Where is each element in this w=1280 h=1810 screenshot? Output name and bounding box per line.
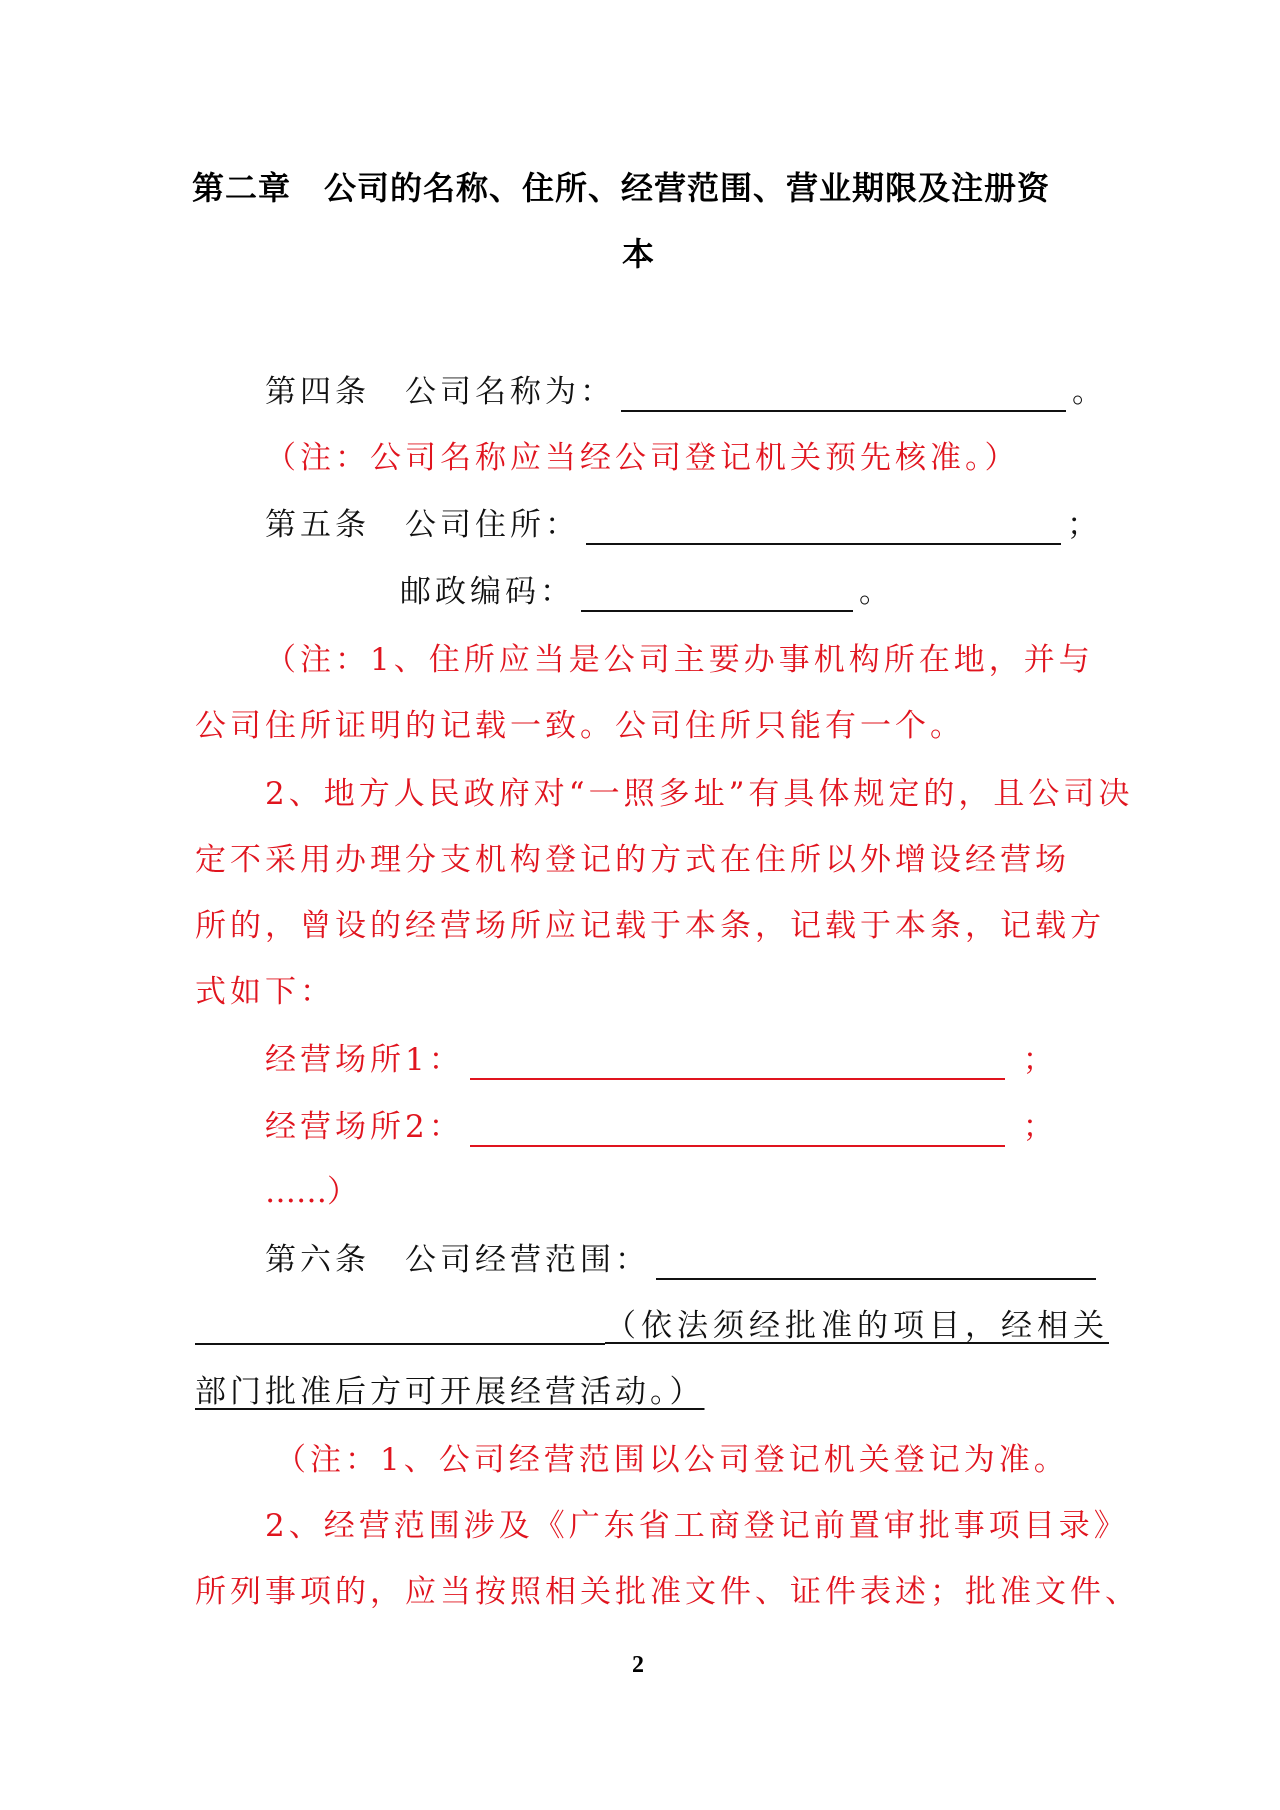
company-address-blank[interactable] bbox=[586, 509, 1061, 545]
article4-line bbox=[265, 372, 1107, 412]
business-site-2 bbox=[265, 1107, 1058, 1147]
business-site-2-blank[interactable] bbox=[470, 1111, 1005, 1147]
article6-approval-line1: （依法须经批准的项目，经相关 bbox=[605, 1308, 1109, 1344]
article5-end: ； bbox=[1067, 507, 1102, 543]
article5-note2-line1: 2、地方人民政府对“一照多址”有具体规定的，且公司决 bbox=[265, 776, 1134, 812]
article6-line bbox=[265, 1240, 1102, 1280]
article6-label: 第六条 公司经营范围： bbox=[265, 1242, 650, 1278]
article5-note2-line3: 所的，曾设的经营场所应记载于本条，记载于本条，记载方 bbox=[195, 908, 1105, 944]
article4-label: 第四条 公司名称为： bbox=[265, 374, 615, 410]
business-site-ellipsis: ……） bbox=[265, 1174, 358, 1210]
article5-line bbox=[265, 505, 1102, 545]
article4-end: 。 bbox=[1072, 374, 1107, 410]
postcode-label: 邮政编码： bbox=[400, 574, 575, 610]
article6-note2-line2: 所列事项的，应当按照相关批准文件、证件表述；批准文件、 bbox=[195, 1574, 1140, 1610]
business-site-1-label: 经营场所1： bbox=[265, 1042, 464, 1078]
business-site-1-end: ； bbox=[1022, 1042, 1058, 1078]
business-scope-blank[interactable] bbox=[656, 1244, 1096, 1280]
postcode-line bbox=[400, 572, 894, 612]
article5-label: 第五条 公司住所： bbox=[265, 507, 580, 543]
business-site-1-blank[interactable] bbox=[470, 1044, 1005, 1080]
article6-note2-line1: 2、经营范围涉及《广东省工商登记前置审批事项目录》 bbox=[265, 1508, 1129, 1544]
company-name-blank[interactable] bbox=[621, 376, 1066, 412]
business-site-2-end: ； bbox=[1022, 1109, 1058, 1145]
article5-note1-line2: 公司住所证明的记载一致。公司住所只能有一个。 bbox=[195, 708, 965, 744]
article5-note2-line2: 定不采用办理分支机构登记的方式在住所以外增设经营场 bbox=[195, 842, 1070, 878]
chapter-title-line1: 第二章 公司的名称、住所、经营范围、营业期限及注册资 bbox=[192, 169, 1051, 207]
article6-note1: （注：1、公司经营范围以公司登记机关登记为准。 bbox=[275, 1442, 1069, 1478]
article5-note2-line4: 式如下： bbox=[195, 974, 335, 1010]
article6-approval-line2: 部门批准后方可开展经营活动。） bbox=[195, 1374, 705, 1410]
business-site-2-label: 经营场所2： bbox=[265, 1109, 464, 1145]
article4-note: （注：公司名称应当经公司登记机关预先核准。） bbox=[265, 440, 1020, 476]
article5-note1-line1: （注：1、住所应当是公司主要办事机构所在地，并与 bbox=[265, 642, 1094, 678]
chapter-title-line2: 本 bbox=[622, 235, 656, 273]
business-site-1 bbox=[265, 1040, 1058, 1080]
postcode-end: 。 bbox=[859, 574, 894, 610]
postcode-blank[interactable] bbox=[581, 576, 853, 612]
page-number: 2 bbox=[632, 1652, 644, 1678]
business-scope-blank-line2[interactable] bbox=[195, 1343, 605, 1345]
